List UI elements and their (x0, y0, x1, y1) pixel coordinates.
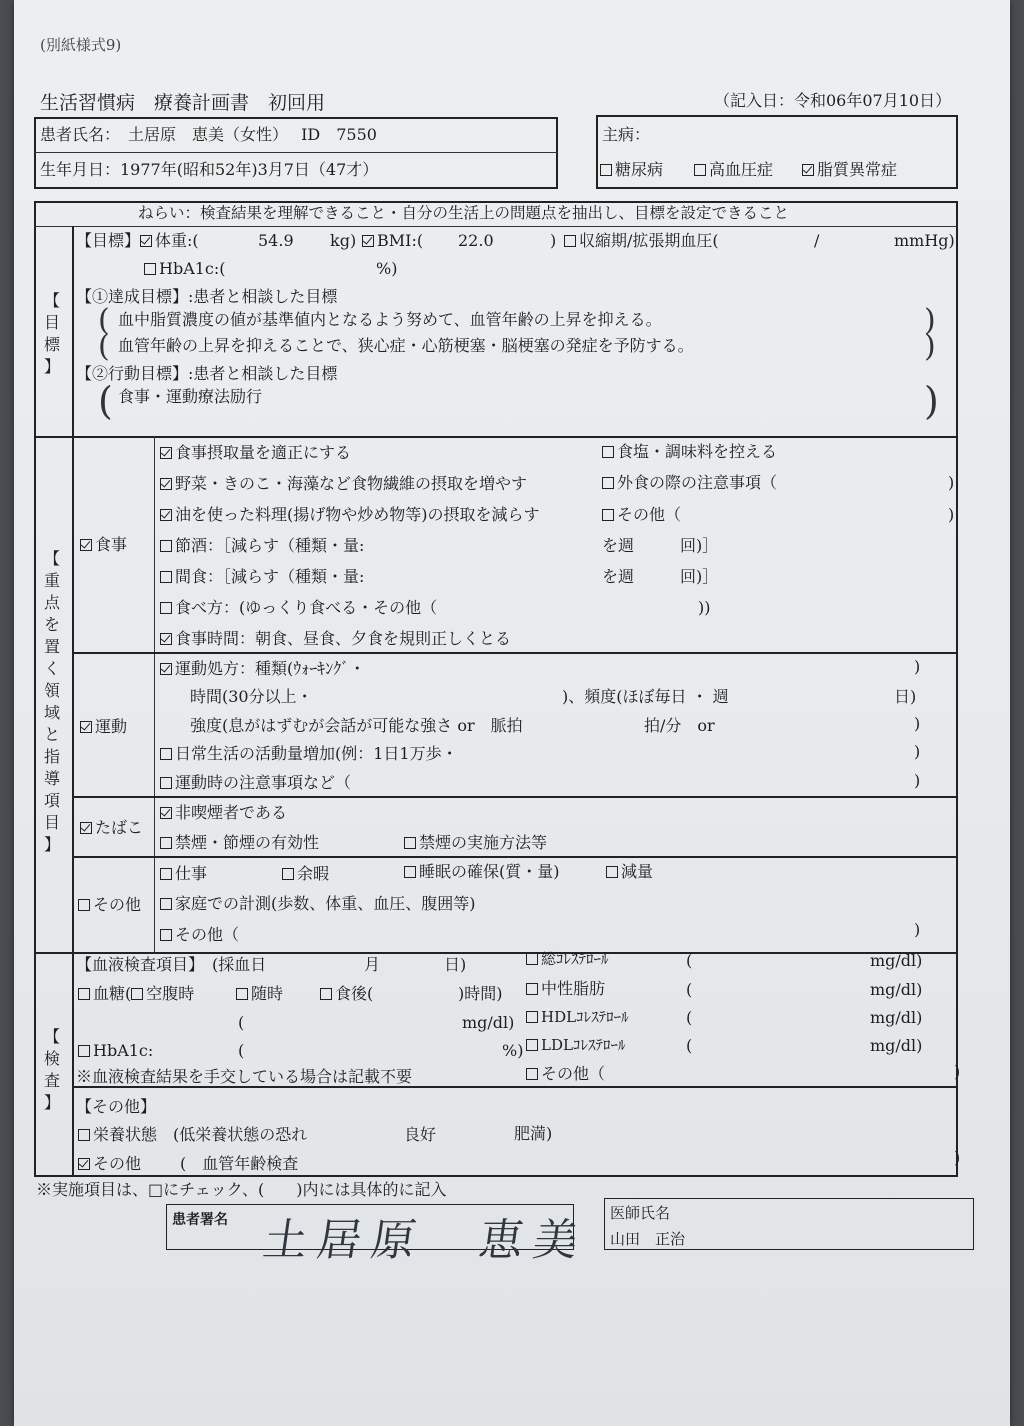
checkbox-icon[interactable] (526, 1039, 538, 1051)
other-item-work[interactable]: 仕事 (160, 866, 207, 882)
checkbox-icon[interactable] (606, 866, 618, 878)
action-title: 【②行動目標】:患者と相談した目標 (76, 364, 338, 383)
diet-item-4[interactable]: 節酒：［減らす（種類・量: (160, 538, 364, 554)
checkbox-icon[interactable] (602, 446, 614, 458)
checked-checkbox-icon[interactable] (160, 447, 172, 459)
close-bracket: ) (924, 303, 936, 338)
goal-bp: 収縮期/拡張期血圧( (564, 233, 719, 249)
section-label-goals: 【 目 標 】 (43, 291, 60, 376)
checkbox-icon[interactable] (78, 1129, 90, 1141)
checkbox-icon[interactable] (602, 509, 614, 521)
checked-checkbox-icon[interactable] (802, 164, 814, 176)
tobacco-item-3[interactable]: 禁煙の実施方法等 (404, 835, 547, 851)
action-goal[interactable]: 食事・運動療法励行 (118, 387, 263, 406)
glucose-row: 血糖( 空腹時 (78, 986, 194, 1002)
disease-diabetes[interactable]: 糖尿病 (600, 162, 663, 178)
weight-unit: kg) (330, 231, 357, 250)
achieve-goal-1[interactable]: 血中脂質濃度の値が基準値内となるよう努めて、血管年齢の上昇を抑える。 (118, 310, 662, 329)
patient-birth: 生年月日：1977年(昭和52年)3月7日（47才） (40, 160, 379, 179)
disease-dyslipidemia[interactable]: 脂質異常症 (802, 162, 897, 178)
exam-other-item[interactable]: その他 (78, 1156, 141, 1172)
patient-name: 患者氏名： 土居原 恵美（女性） ID 7550 (40, 125, 377, 144)
section-label-focus: 【 重 点 を 置 く 領 域 と 指 導 項 目 】 (43, 549, 60, 854)
other-item-other[interactable]: その他（ (160, 927, 239, 943)
exercise-time: 時間(30分以上・ (190, 687, 313, 706)
form-sheet: (別紙様式9) 生活習慣病 療養計画書 初回用 （記入日：令和06年07月10日） 患者氏名： 土居原 恵美（女性） ID 7550 生年月日：1977年(昭和52年)3月7日（47才） 主病： 糖尿病 高血圧症 脂質異常症 ねらい：検査結果を理解できること・自分の生活上の問題点を抽出し、目標を設定できること 【 目 標 】 【 重 点 を 置 く 領 域 と 指 導 項 目 】 【 検 査 】 【目標】 体重:( 54.9 kg) BMI:( 22.0 ) 収縮期/拡張期血圧( / mmHg) HbA1c:( %) 【①達成目標】:患者と相談した目標 ( ( ) ) 血中脂質濃度の値が基準値内となるよう努めて、血管年齢の上昇を抑える。 血管年齢の上昇を抑えることで、狭心症・心筋梗塞・脳梗塞の発症を予防する。 【②行動目標】:患者と相談した目標 ( ) 食事・運動療法励行 食事 食事摂取量を適正にする 野菜・きのこ・海藻など食物繊維の摂取を増やす 油を使った料理(揚げ物や炒め物等)の摂取を減らす 節酒：［減らす（種類・量: を週 回)］ 間食：［減らす（種類・量: を週 回)］ 食べ方：(ゆっくり食べる・その他（ )) 食事時間：朝食、昼食、夕食を規則正しくとる 食塩・調味料を控える 外食の際の注意事項（ ) その他（ ) 運動 運動処方：種類(ｳｫｰｷﾝｸﾞ・ ) 時間(30分以上・ )、頻度(ほぼ毎日 ・ 週 日) 強度(息がはずむが会話が可能な強さ or 脈拍 拍/分 or ) 日常生活の活動量増加(例：1日1万歩・ ) 運動時の注意事項など（ ) たばこ 非喫煙者である 禁煙・節煙の有効性 禁煙の実施方法等 その他 仕事 余暇 睡眠の確保(質・量) 減量 家庭での計測(歩数、体重、血圧、腹囲等) その他（ ) 【血液検査項目】 (採血日 月 日) 血糖( 空腹時 随時 食後( )時間) ( mg/dl) HbA1c: ( %) ※血液検査結果を手交している場合は記載不要 総ｺﾚｽﾃﾛｰﾙ 中性脂肪 HDLｺﾚｽﾃﾛｰﾙ LDLｺﾚｽﾃﾛｰﾙ ( ( ( ( mg/dl) mg/dl) mg/dl) mg/dl) その他（ ) 【その他】 栄養状態 (低栄養状態の恐れ 良好 肥満) その他 ( 血管年齢検査 ) ※実施項目は、□にチェック、( )内には具体的に記入 患者署名 土居原 恵美 医師氏名 山田 正治 (14, 0, 1010, 1426)
checkbox-icon[interactable] (160, 898, 172, 910)
patient-signature-label: 患者署名 (172, 1212, 228, 1228)
lipid-triglyceride[interactable]: 中性脂肪 (526, 981, 605, 997)
checkbox-icon[interactable] (160, 929, 172, 941)
exercise-caution[interactable]: 運動時の注意事項など（ (160, 775, 351, 791)
diet-label: 食事 (80, 537, 127, 553)
tobacco-item-2[interactable]: 禁煙・節煙の有効性 (160, 835, 319, 851)
tobacco-checkbox-icon[interactable] (80, 822, 92, 834)
diet-item-5[interactable]: 間食：［減らす（種類・量: (160, 569, 364, 585)
glucose-checkbox-icon[interactable] (78, 988, 90, 1000)
checkbox-icon[interactable] (526, 1068, 538, 1080)
checkbox-icon[interactable] (526, 983, 538, 995)
checked-checkbox-icon[interactable] (78, 1158, 90, 1170)
checkbox-icon[interactable] (160, 777, 172, 789)
exercise-intensity: 強度(息がはずむが会話が可能な強さ or 脈拍 (190, 716, 523, 735)
diet-item-3[interactable]: 油を使った料理(揚げ物や炒め物等)の摂取を減らす (160, 507, 540, 523)
footer-note: ※実施項目は、□にチェック、( )内には具体的に記入 (36, 1180, 447, 1199)
random-checkbox-icon[interactable] (236, 988, 248, 1000)
lipid-ldl[interactable]: LDLｺﾚｽﾃﾛｰﾙ (526, 1038, 625, 1053)
checkbox-icon[interactable] (160, 837, 172, 849)
diet-right-2[interactable]: 外食の際の注意事項（ (602, 475, 777, 491)
patient-signature: 土居原 恵美 (259, 1215, 591, 1266)
diet-item-2[interactable]: 野菜・きのこ・海藻など食物繊維の摂取を増やす (160, 476, 527, 492)
nutrition-status[interactable]: 栄養状態 (低栄養状態の恐れ (78, 1127, 307, 1143)
vascular-age-test: ( 血管年齢検査 (180, 1154, 299, 1173)
lipid-hdl[interactable]: HDLｺﾚｽﾃﾛｰﾙ (526, 1010, 629, 1025)
open-bracket: ( (98, 303, 110, 338)
other-focus-label: その他 (78, 897, 141, 913)
checked-checkbox-icon[interactable] (160, 478, 172, 490)
lipid-other[interactable]: その他（ (526, 1066, 605, 1082)
doctor-name: 山田 正治 (610, 1230, 686, 1248)
checked-checkbox-icon[interactable] (160, 807, 172, 819)
doctor-label: 医師氏名 (610, 1204, 671, 1222)
exam-other-title: 【その他】 (76, 1097, 157, 1116)
checked-checkbox-icon[interactable] (160, 509, 172, 521)
main-disease-label: 主病： (602, 125, 651, 144)
goal-bmi: BMI:( (362, 233, 423, 249)
lipid-total-chol[interactable]: 総ｺﾚｽﾃﾛｰﾙ (526, 952, 609, 967)
fasting-checkbox-icon[interactable] (131, 988, 143, 1000)
random-glucose: 随時 (236, 986, 283, 1002)
goal-hba1c: HbA1c:( (144, 261, 226, 277)
form-title: 生活習慣病 療養計画書 初回用 (40, 92, 326, 114)
other-item-weightloss[interactable]: 減量 (606, 864, 653, 880)
exam-hba1c: HbA1c: (78, 1043, 153, 1059)
checkbox-icon[interactable] (282, 868, 294, 880)
bp-unit: mmHg) (894, 231, 955, 250)
checkbox-icon[interactable] (160, 602, 172, 614)
checkbox-icon[interactable] (526, 953, 538, 965)
postmeal-glucose: 食後( (320, 986, 373, 1002)
diet-right-1[interactable]: 食塩・調味料を控える (602, 444, 777, 460)
diet-checkbox-icon[interactable] (80, 539, 92, 551)
checkbox-icon[interactable] (160, 748, 172, 760)
exercise-daily[interactable]: 日常生活の活動量増加(例：1日1万歩・ (160, 746, 458, 762)
other-item-home-measure[interactable]: 家庭での計測(歩数、体重、血圧、腹囲等) (160, 896, 476, 912)
section-label-exam: 【 検 査 】 (43, 1027, 60, 1112)
checkbox-icon[interactable] (602, 477, 614, 489)
form-id: (別紙様式9) (40, 36, 122, 54)
achieve-title: 【①達成目標】:患者と相談した目標 (76, 287, 338, 306)
checkbox-icon[interactable] (404, 866, 416, 878)
weight-checkbox-icon[interactable] (140, 235, 152, 247)
diet-item-7[interactable]: 食事時間：朝食、昼食、夕食を規則正しくとる (160, 631, 511, 647)
tobacco-label: たばこ (80, 820, 143, 836)
checkbox-icon[interactable] (526, 1011, 538, 1023)
checkbox-icon[interactable] (694, 164, 706, 176)
bmi-checkbox-icon[interactable] (362, 235, 374, 247)
checked-checkbox-icon[interactable] (160, 633, 172, 645)
weight-value[interactable]: 54.9 (258, 231, 294, 250)
checked-checkbox-icon[interactable] (160, 663, 172, 675)
entry-date: （記入日：令和06年07月10日） (714, 91, 952, 110)
achieve-goal-2[interactable]: 血管年齢の上昇を抑えることで、狭心症・心筋梗塞・脳梗塞の発症を予防する。 (118, 336, 694, 355)
postmeal-checkbox-icon[interactable] (320, 988, 332, 1000)
diet-item-6[interactable]: 食べ方：(ゆっくり食べる・その他（ (160, 600, 437, 616)
checkbox-icon[interactable] (160, 540, 172, 552)
bmi-value[interactable]: 22.0 (458, 231, 494, 250)
blood-test-title: 【血液検査項目】 (採血日 (76, 955, 267, 974)
goal-weight-row: 【目標】 体重:( (76, 231, 199, 250)
other-checkbox-icon[interactable] (78, 899, 90, 911)
diet-item-1[interactable]: 食事摂取量を適正にする (160, 445, 351, 461)
hba1c-exam-checkbox-icon[interactable] (78, 1045, 90, 1057)
checkbox-icon[interactable] (404, 837, 416, 849)
diet-right-3[interactable]: その他（ (602, 507, 681, 523)
other-item-leisure[interactable]: 余暇 (282, 866, 329, 882)
tobacco-item-1[interactable]: 非喫煙者である (160, 805, 287, 821)
exercise-checkbox-icon[interactable] (80, 721, 92, 733)
disease-hypertension[interactable]: 高血圧症 (694, 162, 773, 178)
other-item-sleep[interactable]: 睡眠の確保(質・量) (404, 864, 560, 880)
hba1c-checkbox-icon[interactable] (144, 263, 156, 275)
checkbox-icon[interactable] (160, 868, 172, 880)
exam-note: ※血液検査結果を手交している場合は記載不要 (76, 1067, 413, 1086)
checkbox-icon[interactable] (600, 164, 612, 176)
exercise-prescription[interactable]: 運動処方：種類(ｳｫｰｷﾝｸﾞ・ (160, 661, 365, 677)
aim-text: ねらい：検査結果を理解できること・自分の生活上の問題点を抽出し、目標を設定できること (138, 204, 790, 222)
checkbox-icon[interactable] (160, 571, 172, 583)
exercise-frequency: )、頻度(ほぼ毎日 ・ 週 (562, 687, 729, 706)
exercise-label: 運動 (80, 719, 127, 735)
bp-checkbox-icon[interactable] (564, 235, 576, 247)
